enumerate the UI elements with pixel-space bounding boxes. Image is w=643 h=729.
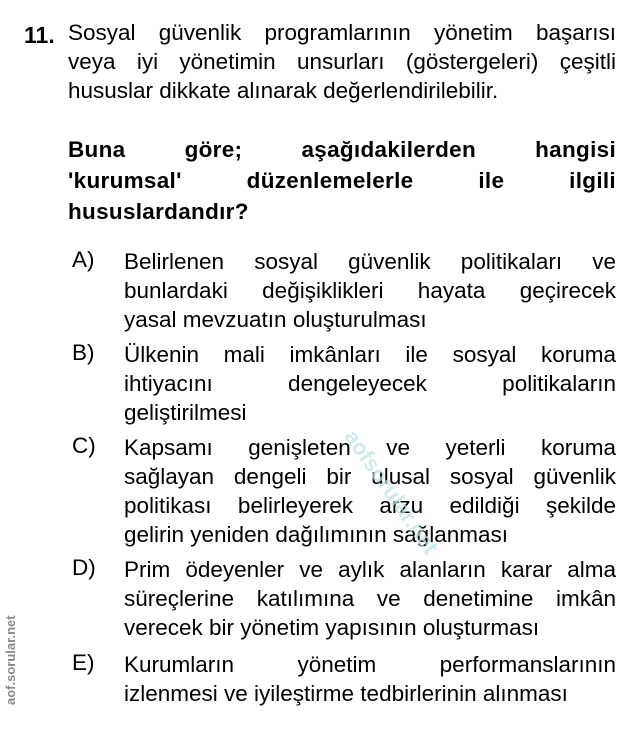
prompt-line: Buna göre; aşağıdakilerden hangisi <box>68 137 616 162</box>
prompt-line: hususlardandır? <box>68 199 249 224</box>
option-line: Ülkenin mali imkânları ile sosyal koruma <box>124 342 616 367</box>
option-letter: D) <box>72 555 96 580</box>
diagonal-watermark: aofsorular.net <box>339 425 444 559</box>
option-line: yasal mevzuatın oluşturulması <box>124 307 427 332</box>
prompt-line: 'kurumsal' düzenlemelerle ile ilgili <box>68 168 616 193</box>
option-line: izlenmesi ve iyileştirme tedbirlerinin alınması <box>124 681 568 706</box>
option-letter: B) <box>72 340 95 365</box>
option-line: ihtiyacını dengeleyecek politikaların <box>124 371 616 396</box>
option-line: Prim ödeyenler ve aylık alanların karar alma <box>124 557 616 582</box>
option-letter: A) <box>72 247 95 272</box>
option-line: bunlardaki değişiklikleri hayata geçirecek <box>124 278 616 303</box>
option-line: politikası belirleyerek arzu edildiği şekilde <box>124 493 616 518</box>
question-stem <box>68 18 616 105</box>
option-text <box>124 555 616 642</box>
option-line: Belirlenen sosyal güvenlik politikaları ve <box>124 249 616 274</box>
question-prompt <box>68 134 616 227</box>
stem-line: veya iyi yönetimin unsurları (göstergeleri) çeşitli <box>68 49 616 74</box>
side-watermark: aof.sorular.net <box>3 615 18 705</box>
option-line: verecek bir yönetim yapısının oluşturması <box>124 615 540 640</box>
question-number: 11. <box>24 22 55 48</box>
option-line: sağlayan dengeli bir ulusal sosyal güvenlik <box>124 464 616 489</box>
stem-line: Sosyal güvenlik programlarının yönetim başarısı <box>68 20 616 45</box>
option-letter: E) <box>72 650 95 675</box>
option-line: süreçlerine katılımına ve denetimine imkân <box>124 586 616 611</box>
stem-line: hususlar dikkate alınarak değerlendirilebilir. <box>68 78 499 103</box>
option-letter: C) <box>72 433 96 458</box>
option-text <box>124 247 616 334</box>
option-line: Kapsamı genişleten ve yeterli koruma <box>124 435 616 460</box>
option-text <box>124 340 616 427</box>
option-line: geliştirilmesi <box>124 400 247 425</box>
option-text <box>124 650 616 708</box>
option-line: Kurumların yönetim performanslarının <box>124 652 616 677</box>
option-line: gelirin yeniden dağılımının sağlanması <box>124 522 508 547</box>
